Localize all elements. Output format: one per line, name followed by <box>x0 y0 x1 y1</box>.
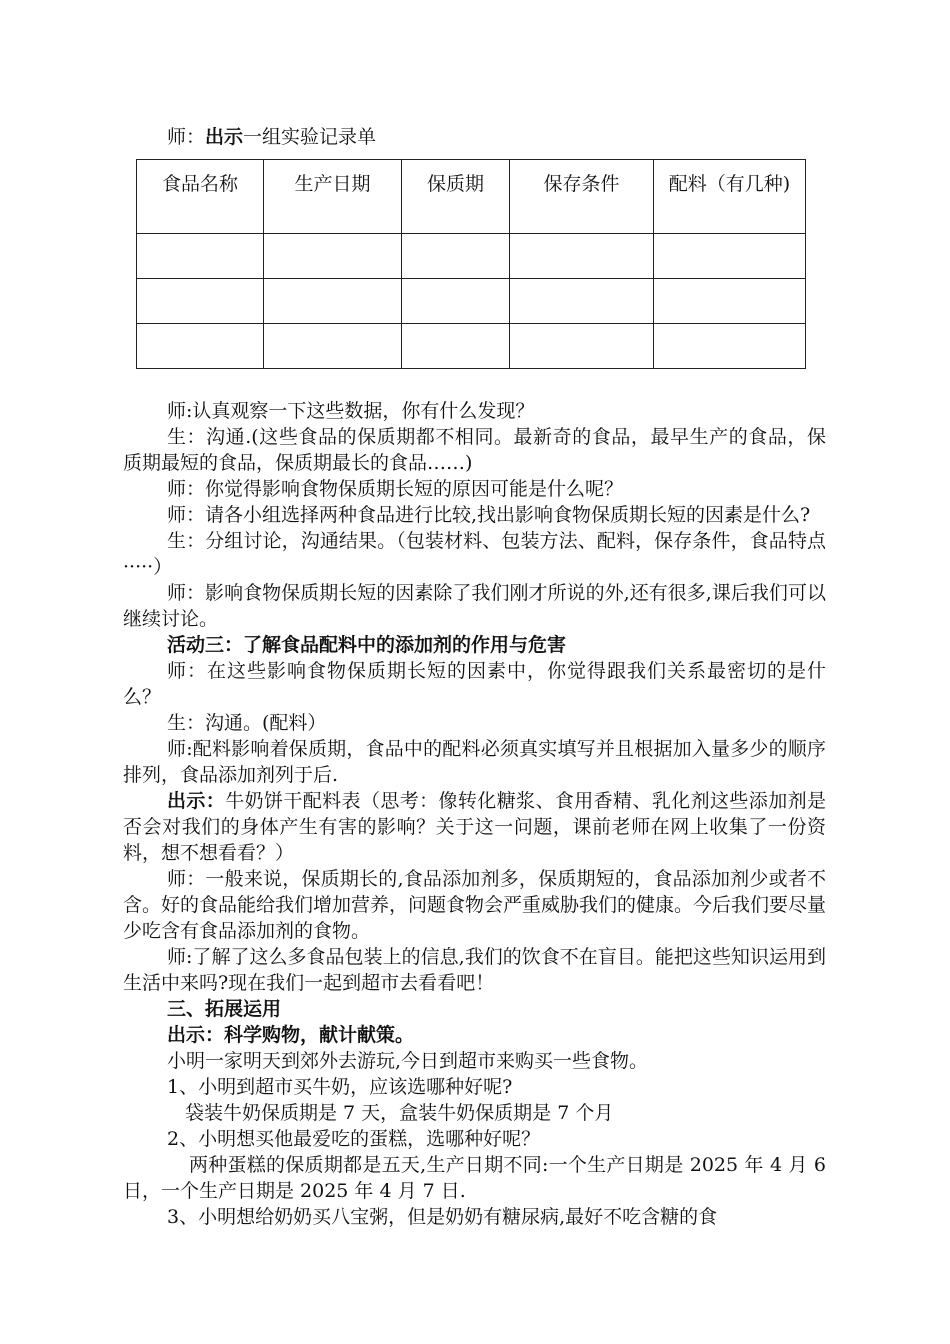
table-cell <box>510 279 654 324</box>
header-cell: 生产日期 <box>264 160 402 234</box>
paragraph <box>123 866 826 944</box>
table-cell <box>510 324 654 369</box>
experiment-record-table <box>136 159 806 369</box>
paragraph-text: 两种蛋糕的保质期都是五天,生产日期不同:一个生产日期是 2025 年 4 月 6 日，一个生产日期是 2025 年 4 月 7 日. <box>123 1154 826 1202</box>
paragraph <box>123 476 826 502</box>
paragraph <box>123 398 826 424</box>
table-cell <box>654 234 806 279</box>
paragraph-text: 师：你觉得影响食物保质期长短的原因可能是什么呢？ <box>167 478 624 500</box>
table-cell <box>402 234 510 279</box>
paragraph-text: 小明一家明天到郊外去游玩,今日到超市来购买一些食物。 <box>167 1050 649 1072</box>
paragraph <box>123 658 826 710</box>
table-cell <box>510 234 654 279</box>
table-cell <box>264 324 402 369</box>
paragraph <box>123 996 826 1022</box>
header-cell: 配料（有几种) <box>654 160 806 234</box>
paragraph <box>123 1022 826 1048</box>
paragraph <box>123 528 826 580</box>
paragraph-text: 活动三：了解食品配料中的添加剂的作用与危害 <box>167 634 567 656</box>
paragraph-text: 师:配料影响着保质期，食品中的配料必须真实填写并且根据加入量多少的顺序排列，食品添加剂列于后. <box>123 738 826 786</box>
table-cell <box>402 279 510 324</box>
paragraph-text: 师:了解了这么多食品包装上的信息,我们的饮食不在盲目。能把这些知识运用到生活中来吗?现在我们一起到超市去看看吧！ <box>123 946 826 994</box>
paragraph-text: 生：沟通。(配料） <box>167 712 327 734</box>
paragraph-text: 师:认真观察一下这些数据，你有什么发现？ <box>167 400 535 422</box>
paragraph-text: 3、小明想给奶奶买八宝粥，但是奶奶有糖尿病,最好不吃含糖的食 <box>167 1206 718 1228</box>
table-row <box>137 279 806 324</box>
paragraph-text: 1、小明到超市买牛奶，应该选哪种好呢? <box>167 1076 513 1098</box>
table-cell <box>654 279 806 324</box>
table-header-row <box>137 160 806 234</box>
intro-bold: 出示 <box>205 126 244 148</box>
paragraph <box>123 710 826 736</box>
table-cell <box>654 324 806 369</box>
header-cell: 保质期 <box>402 160 510 234</box>
table-row <box>137 324 806 369</box>
paragraph <box>123 502 826 528</box>
paragraph <box>123 1126 826 1152</box>
intro-rest: 一组实验记录单 <box>243 126 377 148</box>
paragraph <box>123 632 826 658</box>
paragraph <box>123 1048 826 1074</box>
intro-prefix: 师： <box>167 126 206 148</box>
paragraph-text: 师：在这些影响食物保质期长短的因素中，你觉得跟我们关系最密切的是什么？ <box>123 660 826 708</box>
table-cell <box>264 234 402 279</box>
paragraph-text: 生：分组讨论，沟通结果。（包装材料、包装方法、配料，保存条件，食品特点·····） <box>123 530 826 578</box>
lesson-body <box>123 398 826 1230</box>
paragraph <box>123 1152 826 1204</box>
intro-line <box>167 124 376 150</box>
paragraph-text: 生：沟通.(这些食品的保质期都不相同。最新奇的食品，最早生产的食品，保质期最短的食品，保质期最长的食品……) <box>123 426 826 474</box>
table-cell <box>137 324 264 369</box>
table-cell <box>137 279 264 324</box>
paragraph-text: 师：影响食物保质期长短的因素除了我们刚才所说的外,还有很多,课后我们可以继续讨论。 <box>123 582 826 630</box>
paragraph <box>123 736 826 788</box>
table-cell <box>402 324 510 369</box>
paragraph-text: 2、小明想买他最爱吃的蛋糕，选哪种好呢？ <box>167 1128 541 1150</box>
paragraph <box>123 580 826 632</box>
paragraph <box>123 1204 826 1230</box>
paragraph <box>123 944 826 996</box>
paragraph <box>123 1074 826 1100</box>
paragraph <box>123 424 826 476</box>
header-cell: 食品名称 <box>137 160 264 234</box>
paragraph-bold-prefix: 出示： <box>167 790 226 812</box>
table-cell <box>137 234 264 279</box>
header-cell: 保存条件 <box>510 160 654 234</box>
paragraph-text: 出示：科学购物，献计献策。 <box>167 1024 415 1046</box>
paragraph-text: 师：一般来说，保质期长的,食品添加剂多，保质期短的，食品添加剂少或者不含。好的食品能给我们增加营养，问题食物会严重威胁我们的健康。今后我们要尽量少吃含有食品添加剂的食物。 <box>123 868 827 942</box>
paragraph-text: 师：请各小组选择两种食品进行比较,找出影响食物保质期长短的因素是什么? <box>167 504 811 526</box>
paragraph <box>123 1100 826 1126</box>
paragraph-text: 牛奶饼干配料表（思考：像转化糖浆、食用香精、乳化剂这些添加剂是否会对我们的身体产生有害的影响？关于这一问题，课前老师在网上收集了一份资料，想不想看看？） <box>123 790 826 864</box>
paragraph-text: 三、拓展运用 <box>167 998 282 1020</box>
table-row <box>137 234 806 279</box>
paragraph-text: 袋装牛奶保质期是 7 天，盒装牛奶保质期是 7 个月 <box>185 1102 614 1124</box>
paragraph <box>123 788 826 866</box>
table-cell <box>264 279 402 324</box>
